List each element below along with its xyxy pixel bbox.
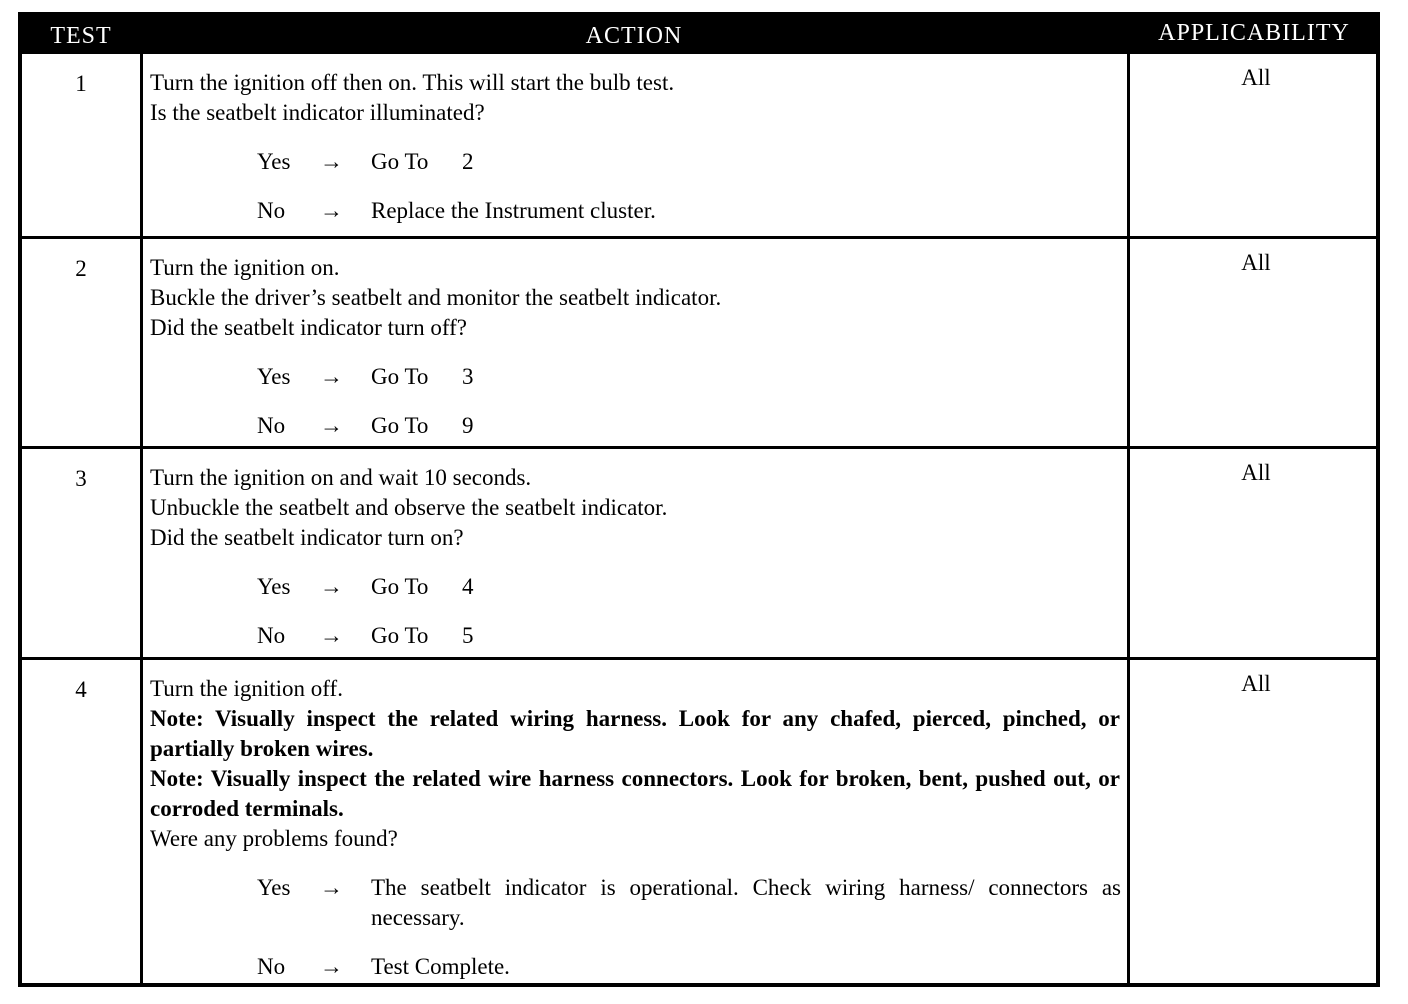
header-action: ACTION bbox=[585, 23, 683, 49]
no-result-text: Replace the Instrument cluster. bbox=[371, 198, 656, 223]
arrow-right-icon: → bbox=[320, 875, 343, 900]
action-cell bbox=[150, 674, 1120, 1001]
yes-label: Yes bbox=[257, 149, 291, 174]
table-row bbox=[22, 54, 1376, 239]
yes-option bbox=[150, 147, 1120, 196]
no-result-text: Test Complete. bbox=[371, 954, 510, 979]
test-number: 4 bbox=[75, 677, 87, 702]
goto-text: Go To bbox=[371, 574, 429, 599]
yes-option bbox=[150, 873, 1120, 952]
note-wiring-harness: Note: Visually inspect the related wiring harness. Look for any chafed, pierced, pinched, or partially broken wires. bbox=[150, 706, 1120, 761]
goto-target: 5 bbox=[462, 623, 474, 648]
action-line: Is the seatbelt indicator illuminated? bbox=[150, 100, 485, 125]
action-line: Turn the ignition on and wait 10 seconds. bbox=[150, 465, 532, 490]
no-label: No bbox=[257, 954, 286, 979]
no-option bbox=[150, 952, 1120, 1001]
column-divider bbox=[1127, 54, 1130, 983]
applicability-value: All bbox=[1241, 250, 1271, 275]
arrow-right-icon: → bbox=[320, 413, 343, 438]
action-line: Turn the ignition off. bbox=[150, 676, 343, 701]
header-test: TEST bbox=[50, 23, 112, 49]
table-row bbox=[22, 239, 1376, 449]
action-cell bbox=[150, 463, 1120, 670]
no-label: No bbox=[257, 413, 286, 438]
test-number: 1 bbox=[75, 71, 87, 96]
no-label: No bbox=[257, 198, 286, 223]
diagnostic-table bbox=[18, 12, 1380, 987]
action-line: Did the seatbelt indicator turn on? bbox=[150, 525, 464, 550]
applicability-value: All bbox=[1241, 65, 1271, 90]
yes-option bbox=[150, 572, 1120, 621]
arrow-right-icon: → bbox=[320, 623, 343, 648]
arrow-right-icon: → bbox=[320, 198, 343, 223]
action-line: Did the seatbelt indicator turn off? bbox=[150, 315, 468, 340]
table-header bbox=[22, 16, 1376, 54]
goto-target: 4 bbox=[462, 574, 474, 599]
yes-label: Yes bbox=[257, 875, 291, 900]
goto-text: Go To bbox=[371, 413, 429, 438]
yes-label: Yes bbox=[257, 364, 291, 389]
table-row bbox=[22, 660, 1376, 987]
arrow-right-icon: → bbox=[320, 574, 343, 599]
action-cell bbox=[150, 68, 1120, 245]
goto-target: 3 bbox=[462, 364, 474, 389]
yes-result-text: The seatbelt indicator is operational. Check wiring harness/ connectors as necessary. bbox=[371, 875, 1121, 930]
no-label: No bbox=[257, 623, 286, 648]
goto-text: Go To bbox=[371, 623, 429, 648]
applicability-value: All bbox=[1241, 460, 1271, 485]
header-applicability: APPLICABILITY bbox=[1158, 20, 1350, 46]
yes-option bbox=[150, 362, 1120, 411]
goto-text: Go To bbox=[371, 149, 429, 174]
column-divider bbox=[140, 54, 143, 983]
table-row bbox=[22, 449, 1376, 660]
applicability-value: All bbox=[1241, 671, 1271, 696]
action-cell bbox=[150, 253, 1120, 460]
goto-text: Go To bbox=[371, 364, 429, 389]
action-line: Unbuckle the seatbelt and observe the seatbelt indicator. bbox=[150, 495, 668, 520]
action-line: Buckle the driver’s seatbelt and monitor the seatbelt indicator. bbox=[150, 285, 722, 310]
arrow-right-icon: → bbox=[320, 149, 343, 174]
yes-label: Yes bbox=[257, 574, 291, 599]
arrow-right-icon: → bbox=[320, 364, 343, 389]
note-harness-connectors: Note: Visually inspect the related wire harness connectors. Look for broken, bent, pushed out, or corroded terminals. bbox=[150, 766, 1120, 821]
action-line: Turn the ignition on. bbox=[150, 255, 340, 280]
test-number: 2 bbox=[75, 256, 87, 281]
arrow-right-icon: → bbox=[320, 954, 343, 979]
action-line: Turn the ignition off then on. This will start the bulb test. bbox=[150, 70, 675, 95]
goto-target: 9 bbox=[462, 413, 474, 438]
action-question: Were any problems found? bbox=[150, 826, 398, 851]
goto-target: 2 bbox=[462, 149, 474, 174]
test-number: 3 bbox=[75, 466, 87, 491]
